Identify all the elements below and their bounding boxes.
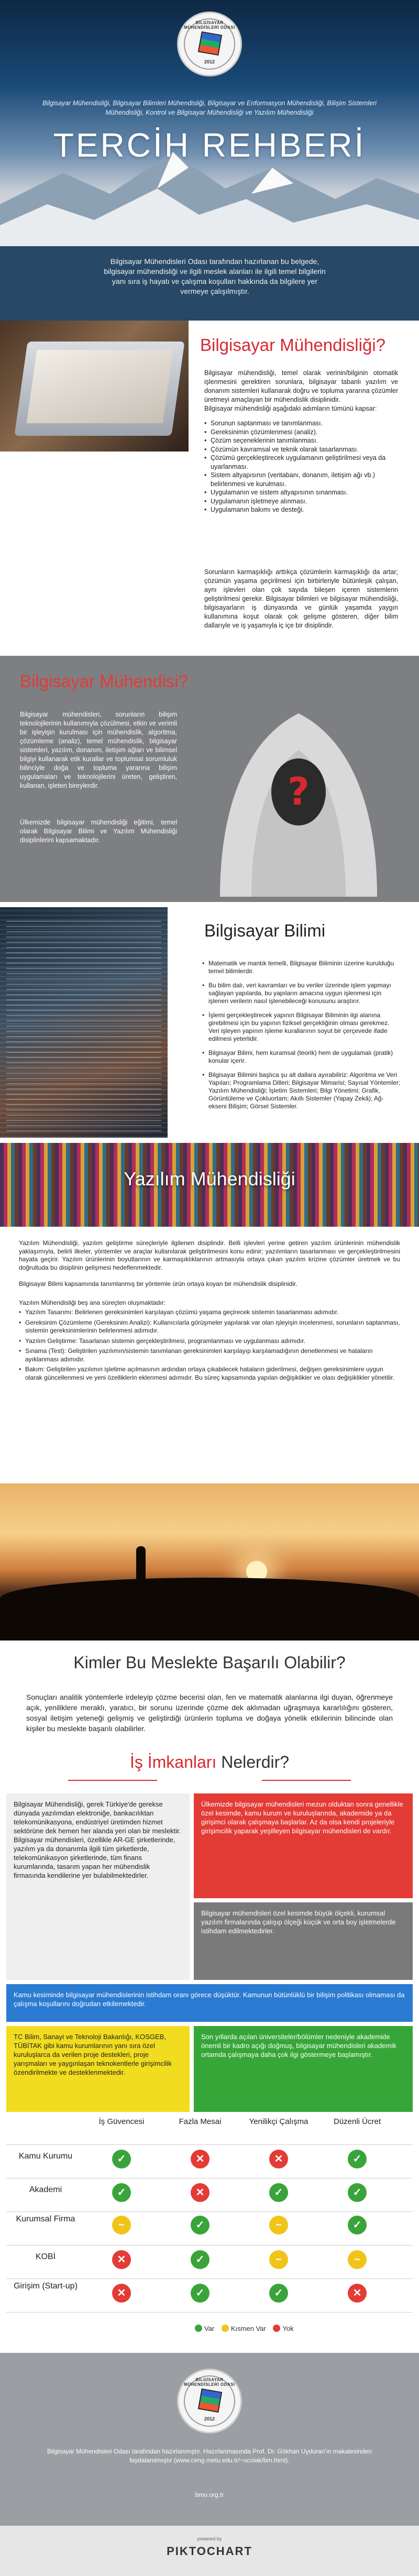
mark-part-icon: ~ [269, 2216, 288, 2234]
footer [0, 2353, 419, 2576]
mark-part-icon: ~ [348, 2250, 367, 2269]
mark-yes-icon: ✓ [269, 2284, 288, 2303]
column-header: Fazla Mesai [179, 2117, 222, 2126]
hero-title: TERCİH REHBERİ [53, 126, 366, 164]
piktochart-logo[interactable]: PIKTOCHART [167, 2545, 252, 2558]
hill-silhouette [0, 1578, 419, 1641]
bmo-logo-footer [177, 2369, 242, 2434]
paragraph: Ülkemizde bilgisayar mühendisliği eğitimi, temel olarak Bilgisayar Bilimi ve Yazılım Mühendisliği disiplinlerini kapsamaktadır. [20, 819, 177, 844]
intro-band [0, 246, 419, 321]
paragraph: Yazılım Mühendisliği, yazılım geliştirme süreçleriyle ilgilenen disiplindir. Belli işlevleri yerine getiren yazılım ürünlerinin mühendislik yaklaşımıyla, belirli ilkeler, yöntemler ve araçlar kullanılarak geliştirilmesini konu edinir; yazılımların tasarlanması ve gerçekleştirilmesini hayata geçirir. Yazılım ürünlerinin boyutlarının ve karmaşıklıklarının artmasıyla ortaya çıkan yazılım krizine çözümler üretmek ve bu doğrultuda bu disiplinin gelişmesi hedeflenmektedir. [19, 1239, 400, 1271]
title-part-red: İş İmkanları [129, 1753, 222, 1771]
legend-part: Kısmen Var [230, 2325, 266, 2332]
mark-no-icon: ✕ [112, 2250, 131, 2269]
section-bilgisayar-bilimi [0, 902, 419, 1143]
code-photo [0, 907, 168, 1138]
section-kimler-basarili [0, 1641, 419, 1751]
list-item: • Bu bilim dalı, veri kavramları ve bu veriler üzerinde işlem yapmayı sağlayan yapılarda, bu yapıların amacına uygun işlenmesi için işlenen verilerin nasıl işlenebileceği konusunu araştırır. [202, 982, 401, 1005]
mark-yes-icon: ✓ [191, 2216, 210, 2234]
svg-text:?: ? [288, 769, 310, 813]
rubik-cube-icon [198, 2388, 222, 2413]
footer-credit: Bilgisayar Mühendisleri Odası tarafından hazırlanmıştır. Hazırlanmasında Prof. Dr. Gökhan Uyduran'ın makalesinden faydalanılmıştır (www.ceng.metu.edu.tr/~ucolak/bm.html). [47, 2448, 372, 2464]
legend-yes: Var [204, 2325, 215, 2332]
legend-no: Yok [282, 2325, 294, 2332]
logo-year: 2012 [204, 59, 215, 64]
legend-yes-dot [195, 2325, 202, 2332]
hero-subtitle: Bilgisayar Mühendisliği, Bilgisayar Bilimleri Mühendisliği, Bilgisayar ve Enformasyon Mühendisliği, Bilişim Sistemleri Mühendisliği, Kontrol ve Bilgisayar Mühendisliği ve Yazılım Mühendisliği [42, 100, 377, 116]
logo-year: 2012 [204, 2416, 215, 2421]
bmo-logo [177, 12, 242, 76]
rubik-cube-icon [198, 31, 222, 56]
mark-yes-icon: ✓ [112, 2183, 131, 2202]
mark-no-icon: ✕ [191, 2183, 210, 2202]
title-underline-right [262, 1780, 351, 1781]
mark-yes-icon: ✓ [112, 2150, 131, 2168]
title-part-black: Nelerdir? [221, 1753, 290, 1771]
list-item: • Sistem altyapısının (veritabanı, donanım, iletişim ağı vb.) belirlenmesi ve kurulması. [204, 471, 398, 488]
row-label: Akademi [29, 2185, 62, 2194]
row-label: Kurumsal Firma [16, 2215, 75, 2223]
sunset-photo [0, 1483, 419, 1641]
info-card-career-start: Ülkemizde bilgisayar mühendisleri mezun olduktan sonra genellikle özel kesimde, kamu kurum ve kuruluşlarında, akademide ya da girişimci olarak çalışmaya başlarlar. Az da olsa kendi projeleriyle girişimcilik yaparak yeşilleyen bilgisayar mühendisleri de vardır. [194, 1793, 413, 1898]
list-item: • Uygulamanın bakımı ve desteği. [204, 505, 398, 514]
logo-top-text: BİLGİSAYAR MÜHENDİSLERİ ODASI [184, 20, 235, 30]
row-divider [6, 2211, 413, 2212]
paragraph: Bilgisayar mühendisliği aşağıdaki adımların tümünü kapsar: [204, 405, 377, 412]
column-header: Yenilikçi Çalışma [249, 2117, 308, 2126]
mark-part-icon: ~ [269, 2250, 288, 2269]
legend-part-dot [222, 2325, 229, 2332]
paragraph: Bilgisayar mühendisliği, temel olarak verinin/bilginin otomatik işlenmesini gerektiren sorunlara, bilgisayar tabanlı yazılım ve donanım sistemleri kullanarak doğru ve topluma yararına çözümler üretmeyi amaçlayan bir mühendislik disiplinidir. [204, 369, 398, 403]
paragraph: Sorunların karmaşıklığı arttıkça çözümlerin karmaşıklığı da artar; çözümün yaşama geçirilmesi için birbirleriyle bütünleşik çalışan, aynı işlevleri olan çok sayıda bileşen içeren sistemlerin geliştirilmesi gerekir. Bilgisayar bilimleri ve bilgisayar mühendisliği, bilgisayarların iş dünyasında ve günlük yaşamda yaygın kullanımına koşut olarak çok gelişme gösteren, diğer bilim dallarıyle ve iş yaşamıyla iç içe bir disiplindir. [204, 568, 398, 629]
list-item: • Sınama (Test): Geliştirilen yazılımın/sistemin tanımlanan gereksinimleri karşılayıp karşılamadığının denetlenmesi ve hataların ayıklanması adımıdır. [19, 1347, 400, 1363]
info-card-public-sector: Kamu kesiminde bilgisayar mühendislerinin istihdam oranı görece düşüktür. Kamunun bütünlüklü bir bilişim politikası olmaması da çalışma koşullarını doğrudan etkilemektedir. [6, 1984, 413, 2022]
column-header: Düzenli Ücret [333, 2117, 381, 2126]
laptop-icon [14, 342, 184, 436]
column-header: İş Güvencesi [98, 2117, 145, 2126]
mark-no-icon: ✕ [269, 2150, 288, 2168]
laptop-photo [0, 321, 189, 452]
section-title: Yazılım Mühendisliği [124, 1168, 295, 1190]
mark-yes-icon: ✓ [348, 2183, 367, 2202]
laptop-screen [27, 350, 173, 423]
section-is-imkanlari [0, 1751, 419, 2353]
footer-url-link[interactable]: bmo.org.tr [195, 2491, 224, 2498]
list-item: • Gereksinimin çözümlenmesi (analiz). [204, 428, 398, 437]
intro-text: Bilgisayar Mühendisleri Odası tarafından hazırlanan bu belgede, bilgisayar mühendisliği ve ilgili meslek alanları ile ilgili temel bilgilerin yanı sıra iş hayatı ve çalışma koşulları hakkında da bilgilere yer vermeye çalışılmıştır. [104, 257, 326, 295]
list-item: • Yazılım Geliştirme: Tasarlanan sistemin gerçekleştirilmesi, programlanması ve uygulanması adımıdır. [19, 1337, 400, 1346]
list-item: • Çözümü gerçekleştirecek uygulamanın geliştirilmesi veya da uyarlanması. [204, 454, 398, 471]
list-item: • Sorunun saptanması ve tanımlanması. [204, 419, 398, 428]
steps-list [204, 419, 398, 514]
mark-part-icon: ~ [112, 2216, 131, 2234]
list-item: • Bakım: Geliştirilen yazılımın işletime açılmasının ardından ortaya çıkabilecek hataların giderilmesi, değişen gereksinimlere uygun olarak güncellenmesi ve yeni özelliklerin eklenmesi adımıdır. Bu süreç kapsamında yapılan değişiklikler ve olası değişiklikler yönetilir. [19, 1366, 400, 1382]
section-title: Bilgisayar Mühendisi? [20, 671, 188, 691]
info-card-general: Bilgisayar Mühendisliği, gerek Türkiye'de gerekse dünyada yazılımdan elektroniğe, bankacılıktan telekomünikasyona, endüstriyel üretimden hizmet sektörüne dek hemen her alanda yeri olan bir meslektir. Bilgisayar mühendisleri, özellikle AR-GE şirketlerinde, yazılım ya da donanımla ilgili tüm şirketlerde, telekomünikasyon şirketlerinde, tüm finans kurumlarında, tasarım yapan her mühendislik firmasında kendilerine yer bulabilmektedirler. [6, 1793, 190, 1980]
list-item: • Çözümün kavramsal ve teknik olarak tasarlanması. [204, 445, 398, 454]
row-divider [6, 2144, 413, 2145]
info-card-private-sector: Bilgisayar mühendisleri özel kesimde büyük ölçekli, kurumsal yazılım firmalarında çalışıp ölçeği küçük ve orta boy işletmelerde istihdam edilmektedirler. [194, 1902, 413, 1980]
section-title: Kimler Bu Meslekte Başarılı Olabilir? [73, 1653, 346, 1672]
row-label: KOBİ [35, 2252, 56, 2261]
mark-yes-icon: ✓ [269, 2183, 288, 2202]
hero-banner [0, 0, 419, 246]
mark-yes-icon: ✓ [191, 2250, 210, 2269]
list-item: • Uygulamanın işletmeye alınması. [204, 497, 398, 506]
row-divider [6, 2312, 413, 2313]
mark-no-icon: ✕ [191, 2150, 210, 2168]
process-list [19, 1308, 400, 1384]
section-bilgisayar-muhendisligi [0, 321, 419, 656]
list-item: • Yazılım Tasarımı: Belirlenen gereksinimleri karşılayan çözümü yaşama geçirecek sistemin tasarlanması adımıdır. [19, 1308, 400, 1317]
paragraph: Sonuçları analitik yöntemlerle irdeleyip çözme becerisi olan, fen ve matematik alanlarına ilgi duyan, öğrenmeye açık, yeniliklere meraklı, yaratıcı, bir sorunu üzerinde çözme dek aklımadan uğraşmaya kararlılığını gösteren, sosyal iletişim yeteneği gelişmiş ve geliştirdiği ürünlerin topluma ve doğaya yönelik etkilerinin bilincinde olan kişiler bu meslekte başarılı olabilirler. [26, 1693, 393, 1733]
logo-top-text: BİLGİSAYAR MÜHENDİSLERİ ODASI [184, 2377, 235, 2387]
list-item: • Bilgisayar Bilimi, hem kuramsal (teorik) hem de uygulamalı (pratik) konular içerir. [202, 1049, 401, 1065]
section-title: Bilgisayar Mühendisliği? [200, 335, 386, 355]
paragraph: Yazılım Mühendisliği beş ana süreçten oluşmaktadır: [19, 1299, 166, 1306]
list-item: • Matematik ve mantık temelli, Bilgisayar Biliminin üzerine kurulduğu temel bilimlerdir. [202, 960, 401, 975]
mark-no-icon: ✕ [112, 2284, 131, 2303]
person-silhouette-icon [136, 1546, 146, 1583]
paragraph: Bilgisayar mühendisleri, sorunların bilişim teknolojilerinin kullanımıyla çözülmesi, etkin ve verimli bir işleyişin kurulması için mühendislik, algoritma, çözümleme (analiz), temel mühendislik, bilgisayar sistemleri, yazılım, donanım, iletişim ağları ve bilimsel bilgiyi kullanarak etik kurallar ve toplumsal sorumluluk bilinciyle doğa ve topluma yararına bilişim uygulamaları ve teknolojilerini üreten, geliştiren, kullanan, işleten bireylerdir. [20, 711, 177, 789]
legend [190, 2325, 294, 2332]
hooded-figure-icon [189, 677, 409, 897]
powered-by-label: powered by [197, 2536, 222, 2541]
row-label: Girişim (Start-up) [14, 2282, 78, 2291]
row-divider [6, 2278, 413, 2279]
comparison-table [6, 2117, 413, 2337]
info-card-entrepreneurship: TC Bilim, Sanayi ve Teknoloji Bakanlığı, KOSGEB, TÜBİTAK gibi kamu kurumlarının yanı sıra özel kuruluşlarca da verilen proje destekleri, proje yarışmaları ve yaygınlaşan teknokentlerle girişimcilik özendirilmekte ve desteklenmektedir. [6, 2026, 190, 2112]
section-title [0, 1753, 419, 1772]
list-item: • Çözüm seçeneklerinin tanımlanması. [204, 436, 398, 445]
row-label: Kamu Kurumu [18, 2152, 73, 2161]
mark-yes-icon: ✓ [191, 2284, 210, 2303]
info-card-academia: Son yıllarda açılan üniversiteler/bölümler nedeniyle akademide önemli bir kadro açığı doğmuş, bilgisayar mühendisleri akademik ortamda çalışmaya daha çok ilgi göstermeye başlamıştır. [194, 2026, 413, 2112]
title-underline-left [68, 1780, 157, 1781]
list-item: • İşlemi gerçekleştirecek yapının Bilgisayar Biliminin ilgi alanına girebilmesi için bu yapının fiziksel gerçekliğinin olması gerekmez. Veri işleyen yapının işleme kurallarının soyut bir çerçevede ifade edilmesi yeterlidir. [202, 1011, 401, 1043]
mark-yes-icon: ✓ [348, 2150, 367, 2168]
legend-no-dot [273, 2325, 280, 2332]
mark-yes-icon: ✓ [348, 2216, 367, 2234]
section-bilgisayar-muhendisi [0, 656, 419, 902]
list-item: • Uygulamanın ve sistem altyapısının sınanması. [204, 488, 398, 497]
paragraph: Bilgisayar Bilimi kapsamında tanımlanmış bir yöntemle ürün ortaya koyan bir mühendislik disiplinidir. [19, 1280, 297, 1287]
code-lines [6, 917, 161, 1131]
mark-no-icon: ✕ [348, 2284, 367, 2303]
list-item: • Gereksinim Çözümleme (Gereksinim Analizi): Kullanıcılarla görüşmeler yapılarak var olan işleyişin incelenmesi, sorunların saptanması, sistemin gereksinimlerinin belirlenmesi adımıdır. [19, 1319, 400, 1335]
list-item: • Bilgisayar Bilimini başlıca şu alt dallara ayırabiliriz: Algoritma ve Veri Yapıları; Programlama Dilleri; Bilgisayar Mimarisi; Sayısal Yöntemler; Yazılım Mühendisliği; İşletim Sistemleri; Bilgi Yönetimi; Grafik, Görüntüleme ve Çokluortam; Akıllı Sistemler (Yapay Zekâ); Ağ-ekseni Bilişim; Görsel Sistemler. [202, 1071, 401, 1110]
science-list [202, 960, 401, 1117]
section-title: Bilgisayar Bilimi [204, 921, 326, 940]
